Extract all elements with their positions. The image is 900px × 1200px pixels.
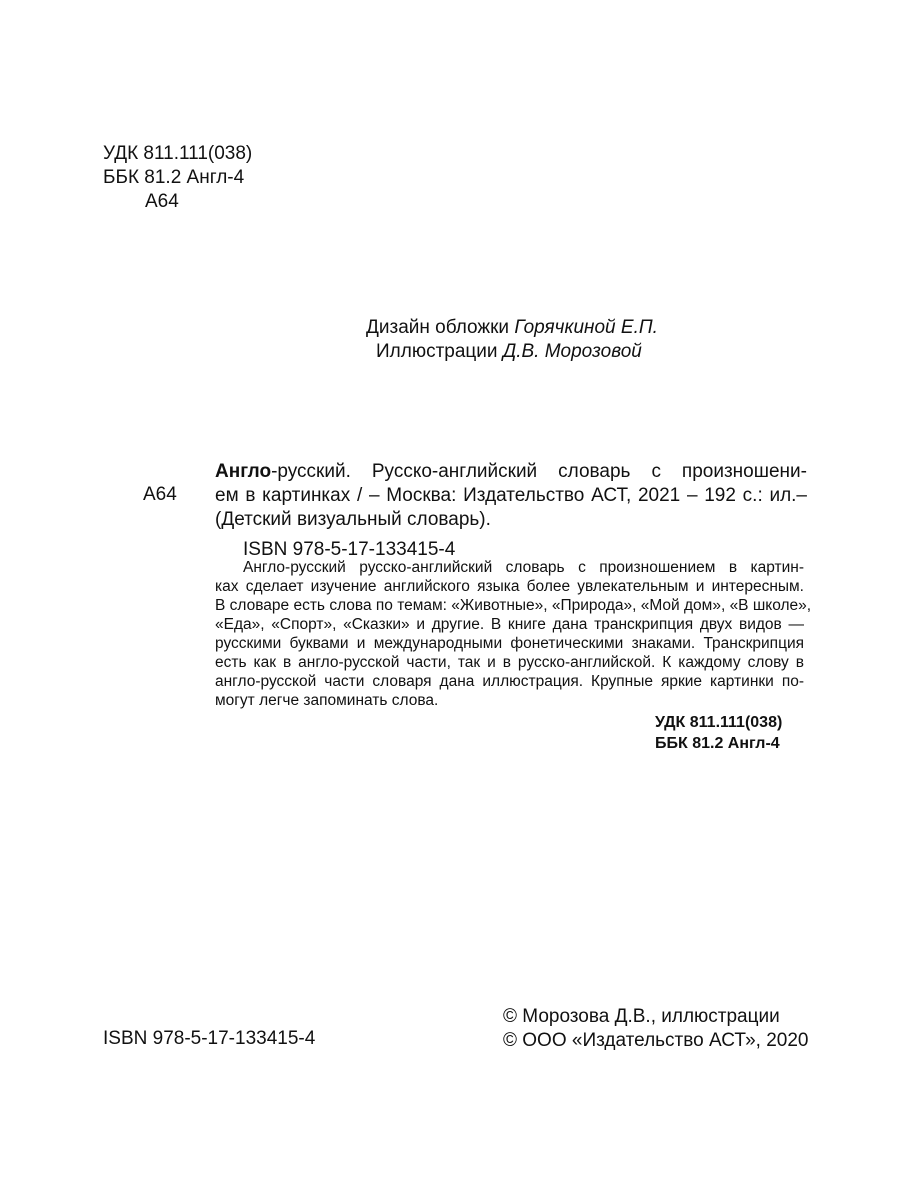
entry-title-bold: Англо — [215, 461, 272, 482]
entry-line-2: ем в картинках / – Москва: Издательство АСТ, 2021 – 192 с.: ил.– — [215, 485, 807, 506]
annotation-line: Англо-русский русско-английский словарь с произношением в картин- — [243, 559, 804, 576]
entry-line-3: (Детский визуальный словарь). — [215, 509, 491, 530]
udk-code-bold: УДК 811.111(038) — [655, 714, 783, 731]
cover-designer-name: Горячкиной Е.П. — [514, 317, 658, 338]
annotation-line: могут легче запоминать слова. — [215, 692, 439, 709]
entry-isbn: ISBN 978-5-17-133415-4 — [243, 539, 456, 560]
copyright-publisher: © ООО «Издательство АСТ», 2020 — [503, 1030, 809, 1051]
illustrations-label: Иллюстрации — [376, 341, 498, 362]
illustrations-credit — [366, 340, 658, 364]
credits-block — [366, 316, 658, 364]
annotation-line: русскими буквами и международными фонетическими знаками. Транскрипция — [215, 635, 804, 652]
isbn-bottom: ISBN 978-5-17-133415-4 — [103, 1028, 316, 1049]
copyright-block — [503, 1005, 809, 1053]
annotation-line: В словаре есть слова по темам: «Животные», «Природа», «Мой дом», «В школе», — [215, 597, 812, 614]
classification-codes-bottom — [655, 712, 782, 754]
cover-design-label: Дизайн обложки — [366, 317, 510, 338]
annotation-line: «Еда», «Спорт», «Сказки» и другие. В книге дана транскрипция двух видов — — [215, 616, 804, 633]
bibliographic-entry — [215, 460, 807, 562]
author-mark: А64 — [145, 191, 179, 212]
illustrator-name: Д.В. Морозовой — [502, 341, 642, 362]
udk-code: УДК 811.111(038) — [103, 143, 253, 164]
entry-line-1 — [215, 460, 807, 484]
annotation-line: есть как в англо-русской части, так и в русско-английской. К каждому слову в — [215, 654, 804, 671]
bbk-code-bold: ББК 81.2 Англ-4 — [655, 735, 780, 752]
classification-codes-top — [103, 142, 252, 214]
entry-title-rest: -русский. Русско-английский словарь с произношени- — [271, 461, 807, 482]
cover-design-credit — [366, 316, 658, 340]
bbk-code: ББК 81.2 Англ-4 — [103, 167, 245, 188]
entry-author-mark: А64 — [143, 484, 177, 505]
copyright-illustrations: © Морозова Д.В., иллюстрации — [503, 1006, 780, 1027]
annotation — [215, 558, 812, 710]
annotation-line: ках сделает изучение английского языка более увлекательным и интересным. — [215, 578, 804, 595]
annotation-line: англо-русской части словаря дана иллюстрация. Крупные яркие картинки по- — [215, 673, 804, 690]
